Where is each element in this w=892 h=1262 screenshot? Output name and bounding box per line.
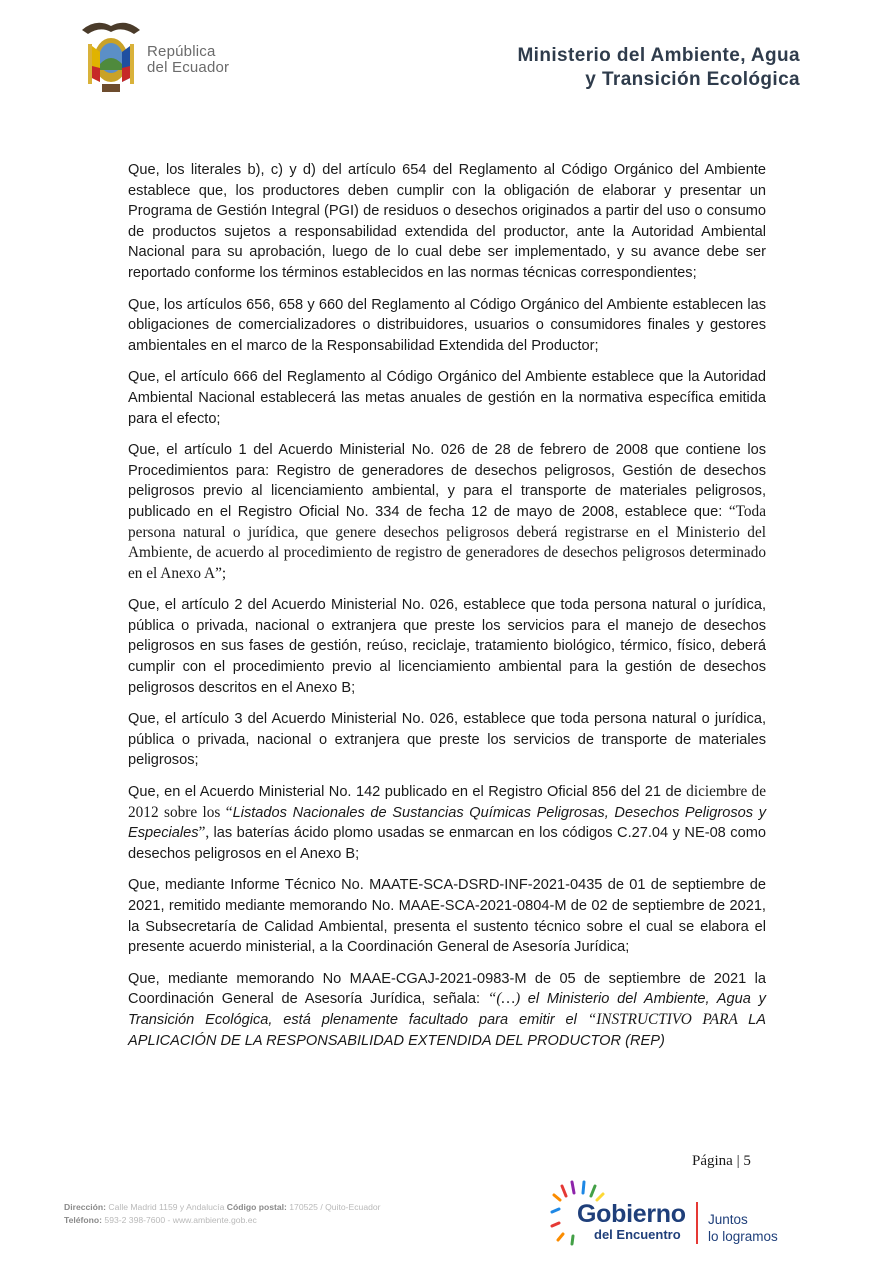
republica-line-1: República [147, 43, 216, 60]
gobierno-logo [548, 1178, 808, 1248]
paragraph-9 [128, 969, 766, 1051]
telefono-label: Teléfono: [64, 1215, 103, 1225]
slogan-line-2: lo logramos [708, 1229, 778, 1244]
document-body [128, 160, 766, 1062]
paragraph-6: Que, el artículo 3 del Acuerdo Ministerial No. 026, establece que toda persona natural o jurídica, pública o privada, nacional o extranjera que preste los servicios de transporte de materiales peligrosos; [128, 711, 766, 769]
paragraph-7-serif: diciembre de 2012 sobre los “ [128, 783, 766, 821]
page-number-value: 5 [743, 1153, 751, 1169]
footer-line-1 [64, 1201, 381, 1214]
paragraph-7-text: Que, en el Acuerdo Ministerial No. 142 publicado en el Registro Oficial 856 del 21 de [128, 784, 687, 801]
paragraph-9-serif-caps: “INSTRUCTIVO PARA [587, 1010, 749, 1028]
paragraph-3: Que, el artículo 666 del Reglamento al Código Orgánico del Ambiente establece que la Autoridad Ambiental Nacional establecerá las metas anuales de gestión en la normativa específica emitida para el efecto; [128, 369, 766, 427]
gobierno-sub: del Encuentro [594, 1227, 681, 1242]
paragraph-5: Que, el artículo 2 del Acuerdo Ministerial No. 026, establece que toda persona natural o jurídica, pública o privada, nacional o extranjera que preste los servicios para el manejo de desechos peligrosos en sus fases de gestión, reúso, reciclaje, tratamiento biológico, térmico, físico, deberá cumplir con el procedimiento previo al licenciamiento ambiental para la gestión de desechos peligrosos descritos en el Anexo B; [128, 597, 766, 696]
codigo-postal-value: 170525 / Quito-Ecuador [286, 1202, 381, 1212]
page-header [0, 0, 892, 110]
paragraph-2: Que, los artículos 656, 658 y 660 del Reglamento al Código Orgánico del Ambiente establecen las obligaciones de comercializadores o distribuidores, usuarios o consumidores finales y gestores ambientales en el marco de la Responsabilidad Extendida del Productor; [128, 296, 766, 354]
codigo-postal-label: Código postal: [226, 1202, 287, 1212]
republica-line-2: del Ecuador [147, 59, 230, 76]
paragraph-9-italic-caps: LA APLICACIÓN DE LA RESPONSABILIDAD EXTENDIDA DEL PRODUCTOR (REP) [128, 1011, 767, 1049]
coat-of-arms-icon [78, 16, 144, 98]
paragraph-9-italic: el Ministerio del Ambiente, Agua y Transición Ecológica, está plenamente facultado para emitir el [128, 991, 766, 1028]
paragraph-4-quote: “Toda persona natural o jurídica, que genere desechos peligrosos deberá registrarse en el Ministerio del Ambiente, de acuerdo al procedimiento de registro de generadores de desechos peligrosos determinado en el Anexo A”; [128, 502, 766, 582]
footer-address [64, 1201, 381, 1227]
paragraph-1: Que, los literales b), c) y d) del artículo 654 del Reglamento al Código Orgánico del Ambiente establece que, los productores deben cumplir con la obligación de elaborar y presentar un Programa de Gestión Integral (PGI) de residuos o desechos originados a partir del uso o consumo de productos sujetos a responsabilidad extendida del productor, ante la Autoridad Ambiental Nacional para su aprobación, luego de lo cual debe ser implementado, y su avance debe ser reportado conforme los términos establecidos en las normas técnicas correspondientes; [128, 162, 766, 281]
page-number-label: Página | [692, 1153, 744, 1169]
ministerio-line-1: Ministerio del Ambiente, Agua [517, 45, 800, 66]
ministerio-line-2: y Transición Ecológica [585, 69, 800, 90]
direccion-label: Dirección: [64, 1202, 107, 1212]
paragraph-8: Que, mediante Informe Técnico No. MAATE-SCA-DSRD-INF-2021-0435 de 01 de septiembre de 2021, remitido mediante memorando No. MAAE-SCA-2021-0804-M de 02 de septiembre de 2021, la Subsecretaría de Calidad Ambiental, presenta el sustento técnico sobre el cual se elabora el presente acuerdo ministerial, a la Coordinación General de Asesoría Jurídica; [128, 877, 766, 956]
gobierno-slogan [708, 1211, 778, 1245]
gobierno-word: Gobierno [577, 1200, 686, 1228]
paragraph-7 [128, 782, 766, 864]
paragraph-7-quote-close: ”, [198, 824, 214, 842]
page-number [692, 1153, 751, 1170]
paragraph-4 [128, 440, 766, 584]
gobierno-separator [696, 1202, 698, 1244]
slogan-line-1: Juntos [708, 1212, 748, 1227]
ministerio-title [517, 44, 800, 92]
republica-logo-text [147, 44, 229, 76]
direccion-value: Calle Madrid 1159 y Andalucía [106, 1202, 227, 1212]
paragraph-9-text: Que, mediante memorando No MAAE-CGAJ-2021-0983-M de 05 de septiembre de 2021 la Coordinación General de Asesoría Jurídica, señala: [128, 970, 766, 1008]
telefono-value: 593-2 398-7600 - www.ambiente.gob.ec [102, 1215, 257, 1225]
footer-line-2 [64, 1214, 381, 1227]
paragraph-7-italic-title: Listados Nacionales de Sustancias Químicas Peligrosas, Desechos Peligrosos y Especiales [128, 804, 767, 842]
paragraph-9-quote-open: “(…) [487, 990, 528, 1008]
paragraph-4-text: Que, el artículo 1 del Acuerdo Ministerial No. 026 de 28 de febrero de 2008 que contiene los Procedimientos para: Registro de generadores de desechos peligrosos, Gestión de desechos peligrosos previo al licenciamiento ambiental, y para el transporte de materiales peligrosos, publicado en el Registro Oficial No. 334 de fecha 12 de mayo de 2008, establece que: [128, 442, 766, 520]
paragraph-7-text-end: las baterías ácido plomo usadas se enmarcan en los códigos C.27.04 y NE-08 como desechos peligrosos en el Anexo B; [128, 825, 766, 862]
